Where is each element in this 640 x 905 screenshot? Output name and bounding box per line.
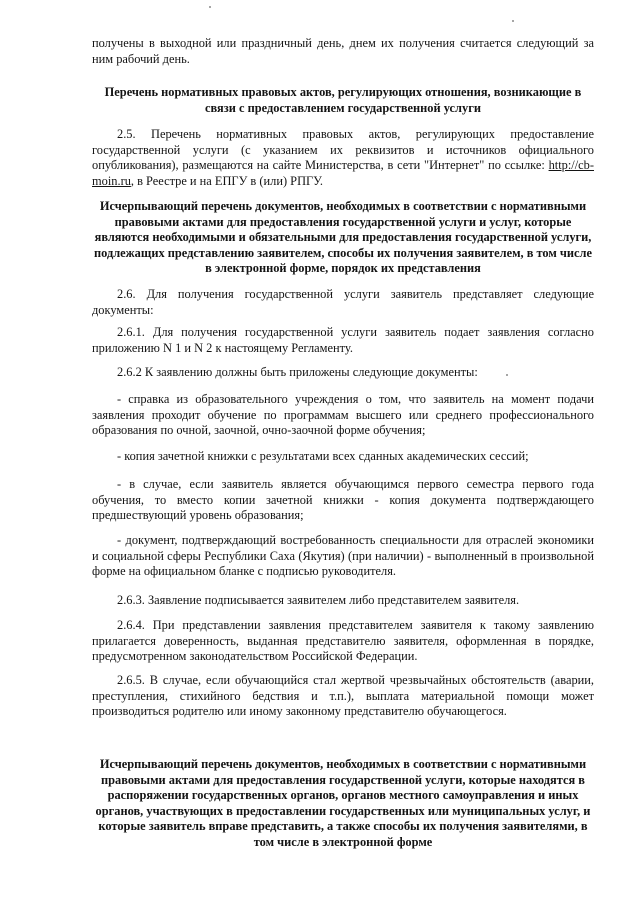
paragraph-2-6: 2.6. Для получения государственной услуги заявитель представляет следующие документы: xyxy=(92,287,594,317)
document-list-item: - копия зачетной книжки с результатами всех сданных академических сессий; xyxy=(117,449,529,463)
scan-speck xyxy=(512,20,514,22)
ministry-site-link[interactable]: http://cb-moin.ru xyxy=(92,158,594,188)
intro-paragraph: получены в выходной или праздничный день, днем их получения считается следующий за ним рабочий день. xyxy=(92,36,594,66)
paragraph-2-6-4: 2.6.4. При представлении заявления представителем заявителя к такому заявлению прилагается доверенность, выданная представителю заявителя, оформленная в порядке, предусмотренном законодательством Российской Федерации. xyxy=(92,618,594,664)
paragraph-2-5-text: 2.5. Перечень нормативных правовых актов, регулирующих предоставление государственной услуги (с указанием их реквизитов и источников официального опубликования), размещаются на сайте Министерства, в сети "Интернет" по ссылке: xyxy=(92,127,594,173)
scan-speck xyxy=(209,6,211,8)
paragraph-2-5 xyxy=(92,127,594,189)
document-list-item: - справка из образовательного учреждения о том, что заявитель на момент подачи заявления проходит обучение по программам высшего или среднего профессионального образования по очной, заочной, очно-заочной форме обучения; xyxy=(92,392,594,438)
document-list-item: - в случае, если заявитель является обучающимся первого семестра первого года обучения, то вместо копии зачетной книжки - копия документа подтверждающего предшествующий уровень образования; xyxy=(92,477,594,523)
paragraph-2-6-1: 2.6.1. Для получения государственной услуги заявитель подает заявления согласно приложению N 1 и N 2 к настоящему Регламенту. xyxy=(92,325,594,355)
document-list-item: - документ, подтверждающий востребованность специальности для отраслей экономики и социальной сферы Республики Саха (Якутия) (при наличии) - выполненный в произвольной форме на официальном бланке с подписью руководителя. xyxy=(92,533,594,579)
section-heading-required-documents: Исчерпывающий перечень документов, необходимых в соответствии с нормативными правовыми актами для предоставления государственной услуги и услуг, которые являются необходимыми и обязательными для предоставления государственной услуги, подлежащих представлению заявителем, способы их получения заявителем, в том числе в электронной форме, порядок их представления xyxy=(93,199,593,276)
section-heading-documents-held-by-agencies: Исчерпывающий перечень документов, необходимых в соответствии с нормативными правовыми актами для предоставления государственной услуги, которые находятся в распоряжении государственных органов, органов местного самоуправления и иных органов, участвующих в предоставлении государственных или муниципальных услуг, и которые заявитель вправе представить, а также способы их получения заявителями, в том числе в электронной форме xyxy=(95,757,591,849)
section-heading-legal-acts: Перечень нормативных правовых актов, регулирующих отношения, возникающие в связи с предоставлением государственной услуги xyxy=(104,85,582,115)
paragraph-2-6-3: 2.6.3. Заявление подписывается заявителем либо представителем заявителя. xyxy=(117,593,520,607)
paragraph-2-5-tail: , в Реестре и на ЕПГУ в (или) РПГУ. xyxy=(130,173,324,188)
paragraph-2-6-2: 2.6.2 К заявлению должны быть приложены следующие документы: xyxy=(117,365,478,379)
paragraph-2-6-5: 2.6.5. В случае, если обучающийся стал жертвой чрезвычайных обстоятельств (аварии, преступления, стихийного бедствия и т.п.), выплата материальной помощи может производиться родителю или иному законному представителю обучающегося. xyxy=(92,673,594,719)
